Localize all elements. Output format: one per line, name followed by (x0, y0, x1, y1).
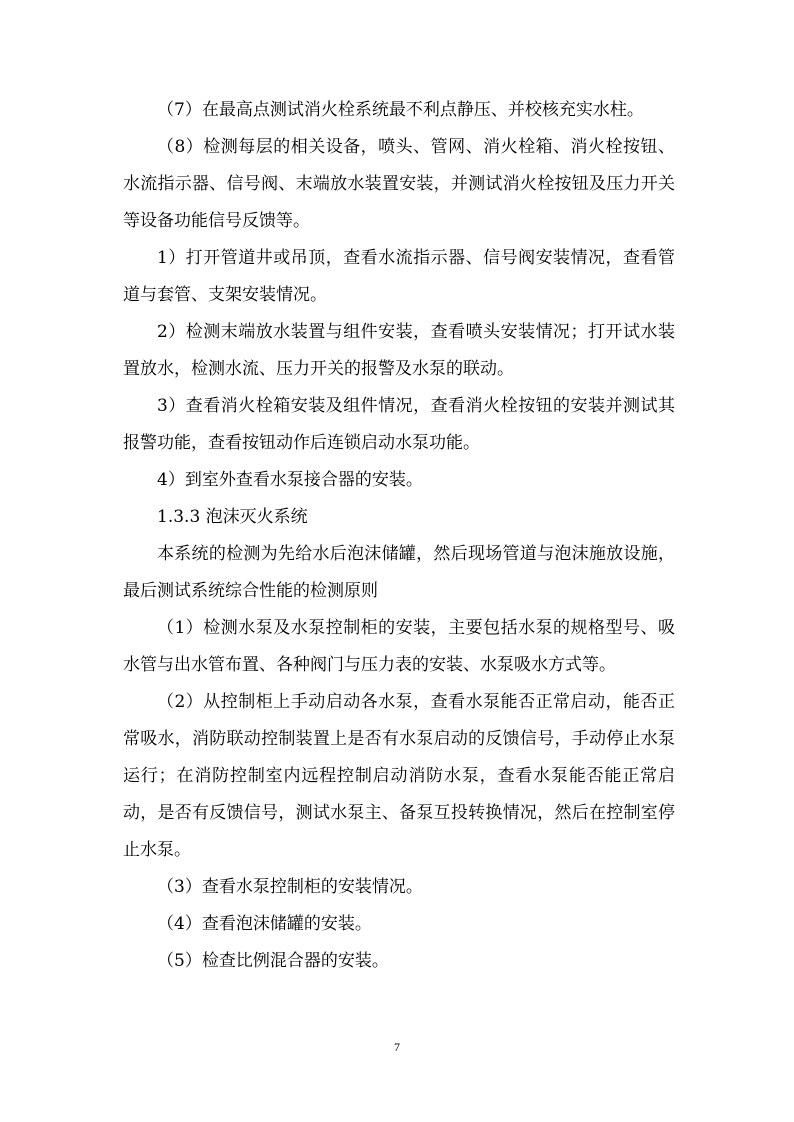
paragraph-substep-3: 3）查看消火栓箱安装及组件情况，查看消火栓按钮的安装并测试其报警功能，查看按钮动作后连锁启动水泵功能。 (123, 396, 675, 453)
paragraph-step-2: （2）从控制柜上手动启动各水泵，查看水泵能否正常启动，能否正常吸水，消防联动控制装置上是否有水泵启动的反馈信号，手动停止水泵运行；在消防控制室内远程控制启动消防水泵，查看水泵能否能正常启动，是否有反馈信号，测试水泵主、备泵互投转换情况，然后在控制室停止水泵。 (123, 692, 675, 860)
page-number: 7 (394, 1040, 400, 1054)
paragraph-substep-1: 1）打开管道井或吊顶，查看水流指示器、信号阀安装情况，查看管道与套管、支架安装情况。 (123, 248, 675, 305)
paragraph-item-7: （7）在最高点测试消火栓系统最不利点静压、并校核充实水柱。 (157, 100, 644, 120)
section-heading: 1.3.3 泡沫灭火系统 (157, 507, 308, 527)
paragraph-step-1: （1）检测水泵及水泵控制柜的安装，主要包括水泵的规格型号、吸水管与出水管布置、各种阀门与压力表的安装、水泵吸水方式等。 (123, 618, 675, 675)
document-body (123, 92, 675, 980)
paragraph-substep-2: 2）检测末端放水装置与组件安装，查看喷头安装情况；打开试水装置放水，检测水流、压力开关的报警及水泵的联动。 (123, 322, 675, 379)
paragraph-substep-4: 4）到室外查看水泵接合器的安装。 (157, 470, 423, 490)
paragraph-step-3: （3）查看水泵控制柜的安装情况。 (157, 877, 423, 897)
paragraph-step-5: （5）检查比例混合器的安装。 (157, 951, 389, 971)
paragraph-step-4: （4）查看泡沫储罐的安装。 (157, 914, 372, 934)
paragraph-intro: 本系统的检测为先给水后泡沫储罐，然后现场管道与泡沫施放设施，最后测试系统综合性能的检测原则 (123, 544, 675, 601)
paragraph-item-8: （8）检测每层的相关设备，喷头、管网、消火栓箱、消火栓按钮、水流指示器、信号阀、末端放水装置安装，并测试消火栓按钮及压力开关等设备功能信号反馈等。 (123, 137, 675, 231)
